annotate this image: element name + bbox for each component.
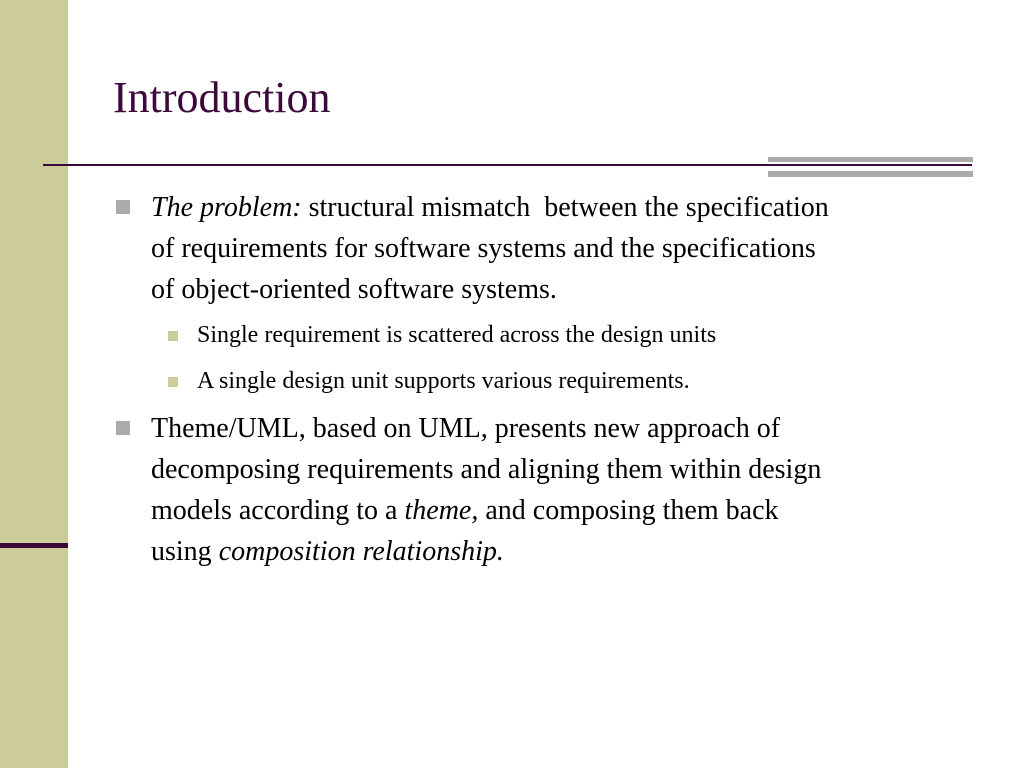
bullet-text: and composing them back [478,495,779,526]
bullet-text: models according to a [151,495,405,526]
sub-bullet-text: Single requirement is scattered across the design units [197,322,717,348]
slide-title: Introduction [113,73,331,122]
left-decorative-band [0,0,68,768]
bullet-line [151,490,779,531]
sub-bullet-text: A single design unit supports various requirements. [197,368,690,394]
composition-term: composition relationship. [218,536,504,567]
bullet-line: decomposing requirements and aligning them within design [151,454,822,485]
bullet-line [151,187,829,228]
left-accent-bar [0,543,68,548]
decorative-gray-bar-bottom [768,171,973,177]
square-bullet-icon [116,421,130,435]
theme-term: theme, [404,495,479,526]
small-square-bullet-icon [168,377,178,387]
bullet-line: of requirements for software systems and the specifications [151,233,816,264]
square-bullet-icon [116,200,130,214]
bullet-line: Theme/UML, based on UML, presents new approach of [151,413,781,444]
bullet-text: structural mismatch between the specification [301,192,829,223]
decorative-gray-bar-top [768,157,973,162]
bullet-text: using [151,536,219,567]
bullet-line [151,531,504,572]
bullet-line: of object-oriented software systems. [151,274,557,305]
title-divider-line [43,164,972,166]
problem-label: The problem: [151,192,302,223]
small-square-bullet-icon [168,331,178,341]
